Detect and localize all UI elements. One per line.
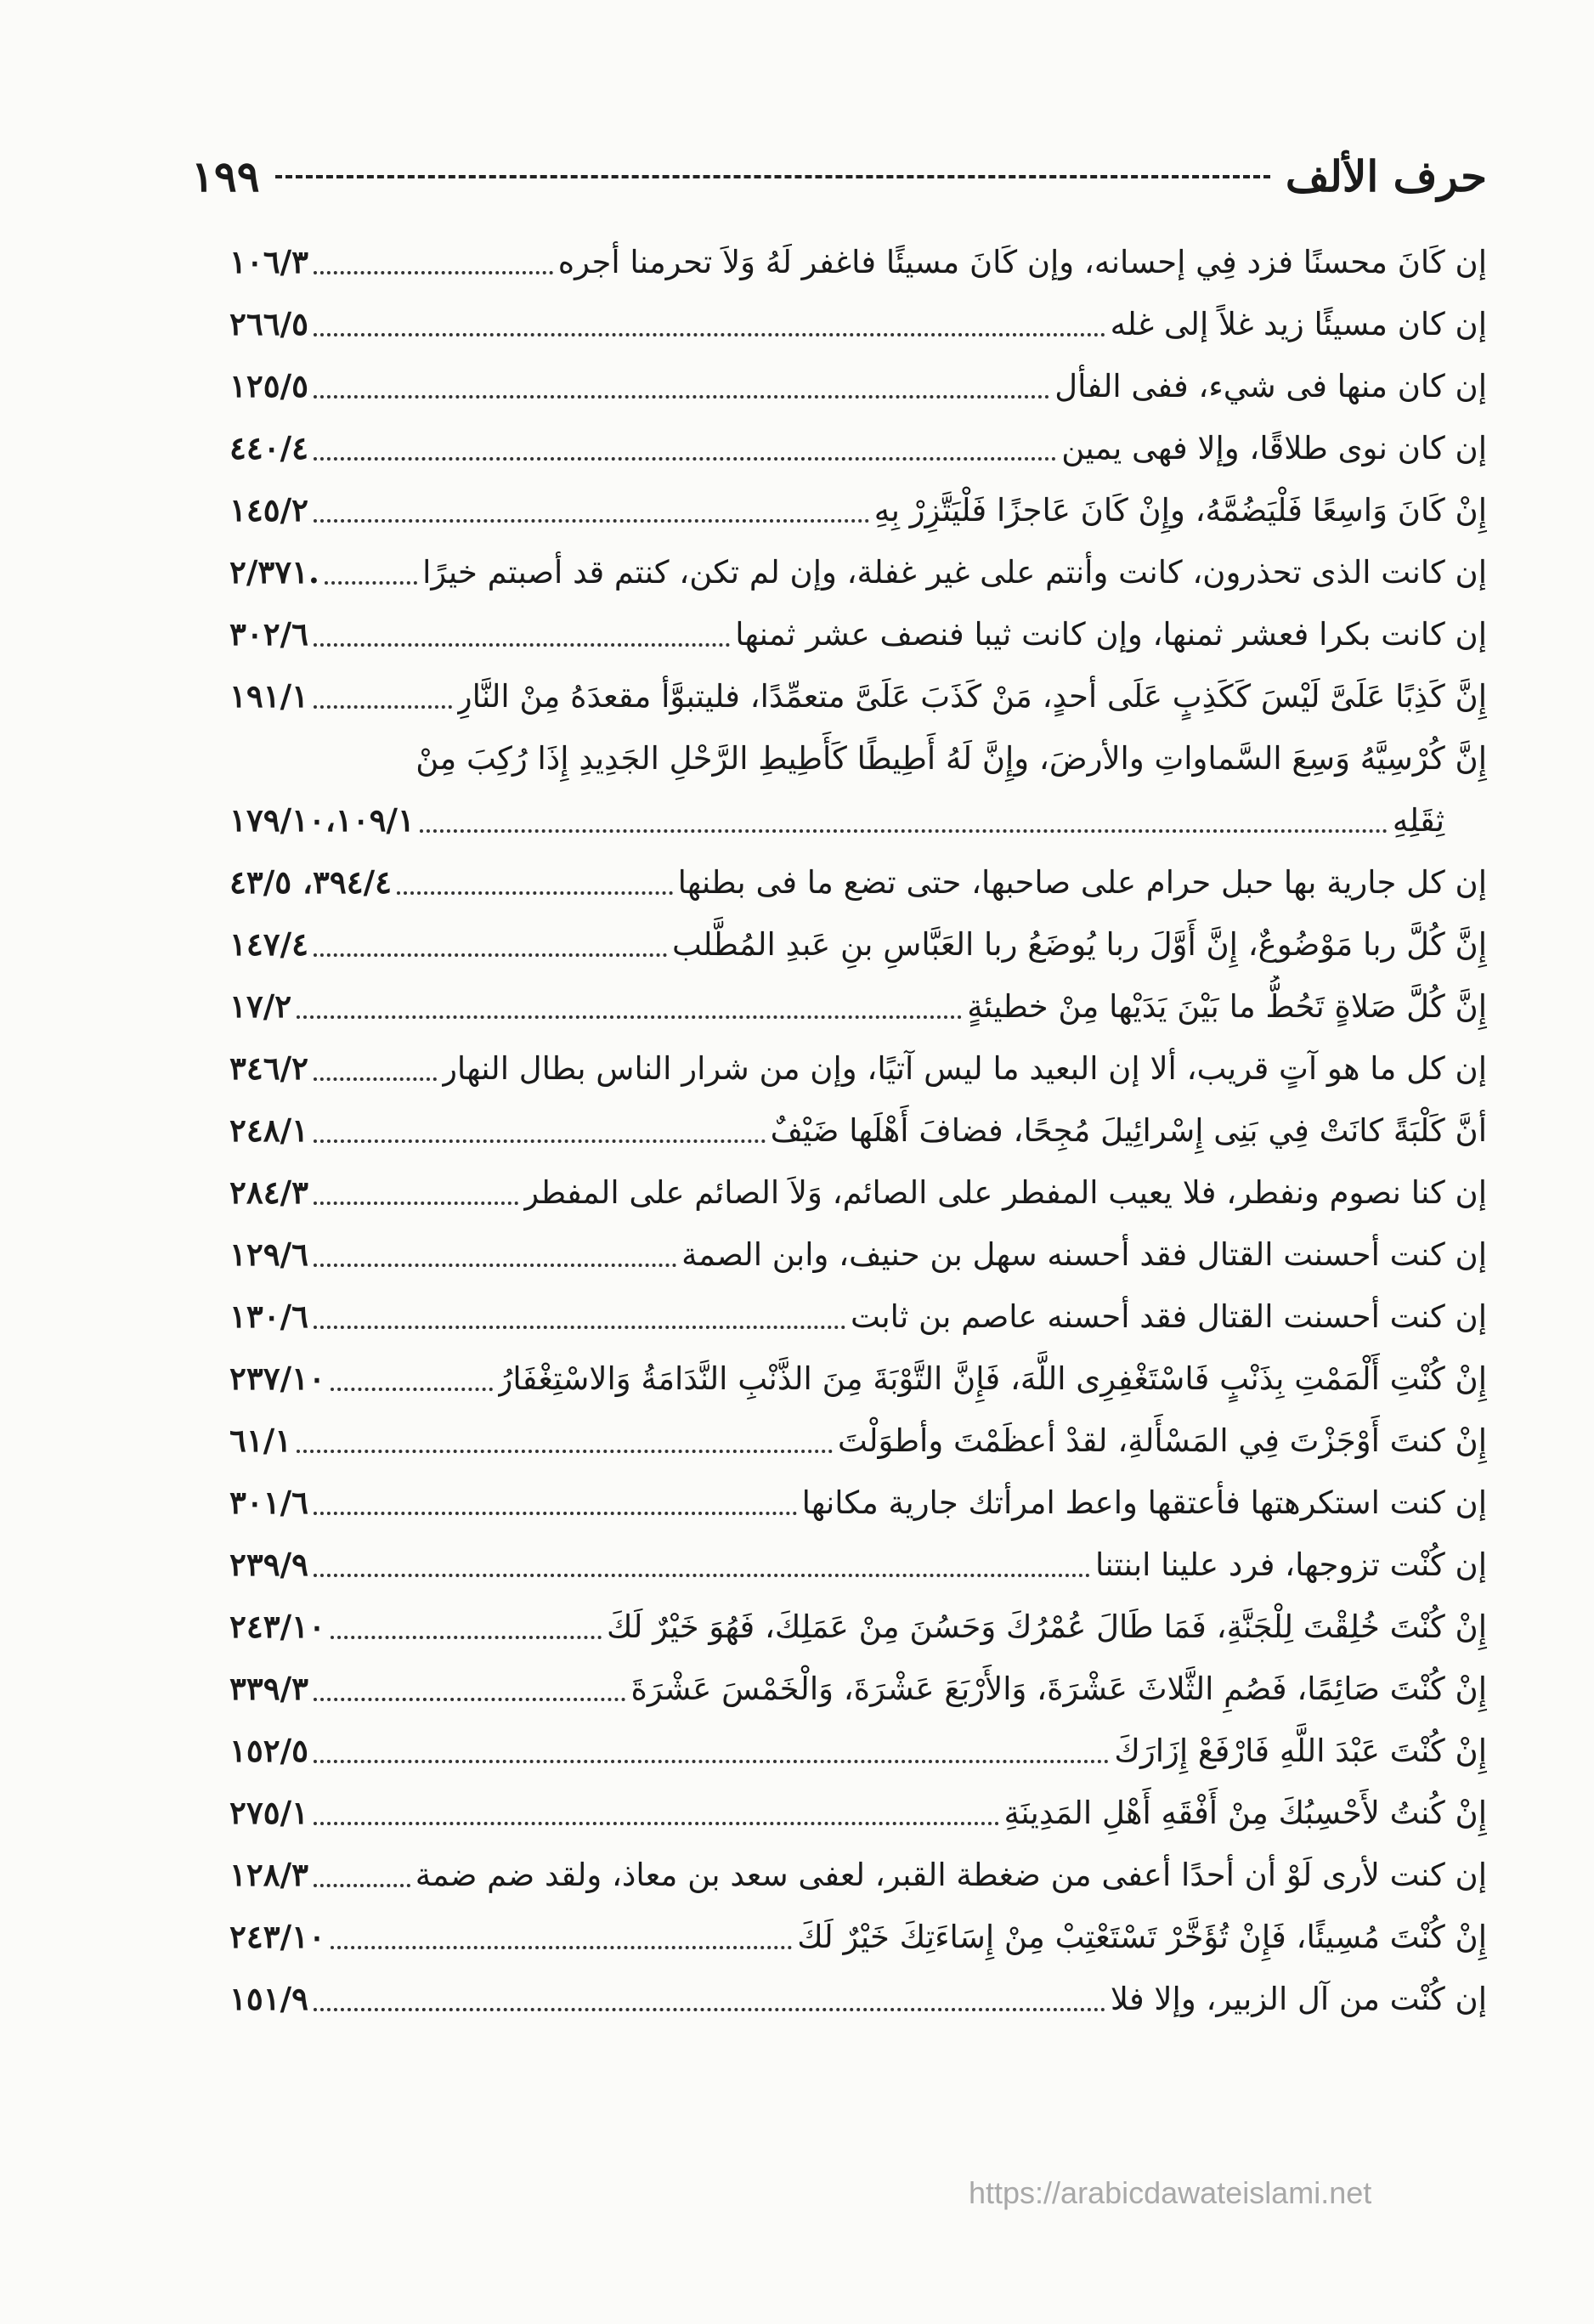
entry-text: إِنْ كُنْتَ صَائِمًا، فَصُمِ الثَّلاثَ عَشْرَةَ، وَالأَرْبَعَ عَشْرَةَ، وَالْخَمْسَ عَشْرَةَ (630, 1671, 1487, 1707)
dot-leader (314, 457, 1056, 461)
entry-reference: ٣٠١/٦ (229, 1484, 309, 1521)
entry-reference: ٢٤٨/١ (229, 1111, 309, 1149)
entry-text: إن كان منها فى شيء، ففى الفأل (1054, 368, 1487, 404)
entry-reference: ٦١/١ (229, 1422, 292, 1459)
entry-text: ثِقَلِهِ (1392, 802, 1444, 839)
entry-reference: ٢٤٣/١٠ (229, 1918, 325, 1955)
index-entry (229, 1162, 1487, 1224)
dot-leader (314, 643, 730, 647)
entry-reference: ١٠٦/٣ (229, 243, 309, 280)
entry-reference: ١٤٥/٢ (229, 491, 309, 529)
entry-reference: ١٤٧/٤ (229, 925, 309, 963)
entry-text: إِنَّ كَذِبًا عَلَىَّ لَيْسَ كَكَذِبٍ عَلَى أحدٍ، مَنْ كَذَبَ عَلَىَّ متعمِّدًا، فليتبوَّأ مقعدَهُ مِنْ النَّارِ (456, 678, 1487, 715)
entry-text: إن كنا نصوم ونفطر، فلا يعيب المفطر على الصائم، وَلاَ الصائم على المفطر (523, 1174, 1487, 1211)
chapter-title: حرف الألف (1285, 151, 1487, 201)
dot-leader (331, 1946, 792, 1949)
entry-text: إِنْ كَانَ وَاسِعًا فَلْيَضُمَّهُ، وإِنْ كَانَ عَاجزًا فَلْيَتَّزِرْ بِهِ (873, 492, 1487, 529)
entry-reference: ٤٤٠/٤ (229, 429, 309, 466)
entry-reference: ١٧/٢ (229, 987, 292, 1025)
entry-reference: ١٢٥/٥ (229, 367, 309, 404)
entry-text: إِنْ كُنْتَ عَبْدَ اللَّهِ فَارْفَعْ إِزَارَكَ (1114, 1733, 1487, 1769)
entry-text: إن كُنْت تزوجها، فرد علينا ابنتنا (1095, 1547, 1487, 1583)
dot-leader (314, 1264, 676, 1267)
dot-leader (297, 1450, 833, 1453)
entry-reference: ٢٨٤/٣ (229, 1173, 309, 1211)
dot-leader (314, 2008, 1105, 2011)
index-entry (229, 1906, 1487, 1968)
dot-leader (314, 1698, 625, 1701)
entry-text: إِنْ كُنْتَ خُلِقْتَ لِلْجَنَّةِ، فَمَا طَالَ عُمْرُكَ وَحَسُنَ مِنْ عَمَلِكَ، فَهُوَ خَيْرٌ لَكَ (606, 1609, 1487, 1645)
index-entry (229, 1658, 1487, 1720)
dot-leader (331, 1388, 493, 1391)
index-entry (229, 1844, 1487, 1906)
dot-leader (314, 1822, 999, 1825)
entry-text: إن كانت بكرا فعشر ثمنها، وإن كانت ثيبا فنصف عشر ثمنها (735, 616, 1487, 653)
dot-leader (325, 581, 417, 585)
entry-text: إن كنت أحسنت القتال فقد أحسنه سهل بن حنيف، وابن الصمة (681, 1236, 1487, 1273)
dot-leader (314, 271, 553, 274)
dot-leader (314, 1077, 437, 1081)
entry-text: إن كانت الذى تحذرون، كانت وأنتم على غير غفلة، وإن لم تكن، كنتم قد أصبتم خيرًا (422, 554, 1487, 591)
index-entry (229, 1410, 1487, 1472)
dot-leader (397, 891, 673, 895)
index-entry (229, 603, 1487, 665)
page-header (191, 144, 1487, 208)
entry-text: إن كل ما هو آتٍ قريب، ألا إن البعيد ما ليس آتيًا، وإن من شرار الناس بطال النهار (442, 1050, 1487, 1087)
entry-reference: ١٥٢/٥ (229, 1732, 309, 1769)
entry-text: إن كنت لأرى لَوْ أن أحدًا أعفى من ضغطة القبر، لعفى سعد بن معاذ، ولقد ضم ضمة (415, 1857, 1487, 1893)
index-entry (229, 975, 1487, 1038)
index-entry (229, 851, 1487, 913)
index-entry (229, 1224, 1487, 1286)
index-entry (229, 541, 1487, 603)
index-entry (229, 1534, 1487, 1596)
page-number: ١٩٩ (191, 151, 260, 201)
entry-reference: ١٧٩/١٠،١٠٩/١ (229, 801, 415, 839)
dot-leader (314, 1326, 845, 1329)
entry-reference: ١٣٠/٦ (229, 1298, 309, 1335)
index-entry (229, 1968, 1487, 2030)
entry-text: إن كان مسيئًا زيد غلاً إلى غله (1110, 306, 1487, 342)
entry-text: إِنَّ كُرْسِيَّهُ وَسِعَ السَّماواتِ والأرضَ، وإِنَّ لَهُ أَطِيطًا كَأَطِيطِ الرَّحْلِ الجَدِيدِ إِذَا رُكِبَ مِنْ (415, 740, 1487, 777)
entry-text: إن كان نوى طلاقًا، وإلا فهى يمين (1061, 430, 1487, 466)
index-entry (229, 727, 1487, 789)
watermark: https://arabicdawateislami.net (969, 2175, 1372, 2210)
dot-leader (314, 1574, 1090, 1577)
entry-text: أنَّ كَلْبَةً كانَتْ فِي بَنِى إِسْرائِيلَ مُجِحًا، فضافَ أَهْلَها ضَيْفٌ (770, 1112, 1487, 1149)
entry-text: إِنْ كُنْتَ مُسِيئًا، فَإِنْ تُؤَخَّرْ تَسْتَعْتِبْ مِنْ إِسَاءَتِكَ خَيْرٌ لَكَ (797, 1919, 1487, 1955)
entry-text: إن كُنْت من آل الزبير، وإلا فلا (1110, 1981, 1487, 2017)
entry-text: إِنَّ كُلَّ ربا مَوْضُوعٌ، إِنَّ أَوَّلَ ربا يُوضَعُ ربا العَبَّاسِ بنِ عَبدِ المُطَّلب (671, 926, 1487, 963)
index-entry (229, 293, 1487, 355)
index-entry (229, 1720, 1487, 1782)
entry-reference: ٢٣٧/١٠ (229, 1360, 325, 1397)
entry-reference: ١٢٨/٣ (229, 1856, 309, 1893)
entry-reference: ٢٤٣/١٠ (229, 1608, 325, 1645)
index-entry (229, 1100, 1487, 1162)
entry-text: إِنْ كُنْتِ أَلْمَمْتِ بِذَنْبٍ فَاسْتَغْفِرِى اللَّهَ، فَإِنَّ التَّوْبَةَ مِنَ الذَّنْبِ النَّدَامَةُ وَالاسْتِغْفَارُ (497, 1360, 1487, 1397)
entry-reference: ١٩١/١ (229, 677, 309, 715)
entry-reference: ١٥١/٩ (229, 1980, 309, 2017)
entry-text: إن كنت أحسنت القتال فقد أحسنه عاصم بن ثابت (851, 1298, 1487, 1335)
index-entry (229, 665, 1487, 727)
entry-reference: ٣٩٤/٤، ٤٣/٥ (229, 863, 392, 901)
index-entry (229, 913, 1487, 975)
dot-leader (297, 1015, 962, 1019)
hadith-index-list (229, 231, 1487, 2030)
entry-text: إِنْ كنتَ أَوْجَزْتَ فِي المَسْأَلةِ، لقدْ أعظَمْتَ وأطوَلْتَ (837, 1422, 1487, 1459)
dot-leader (314, 519, 869, 523)
index-entry (229, 1782, 1487, 1844)
index-entry (229, 789, 1487, 851)
dot-leader (314, 1512, 797, 1515)
index-entry (229, 1348, 1487, 1410)
dot-leader (420, 829, 1388, 833)
dot-leader (314, 333, 1105, 336)
dot-leader (314, 1760, 1109, 1763)
dot-leader (314, 1202, 518, 1205)
entry-reference: ٣٣٩/٣ (229, 1670, 309, 1707)
entry-reference: ٢٦٦/٥ (229, 305, 309, 342)
entry-reference: ٢٧٥/١ (229, 1794, 309, 1831)
index-entry (229, 1038, 1487, 1100)
entry-reference: ٣٠٢/٦ (229, 615, 309, 653)
dot-leader (314, 395, 1049, 399)
entry-text: إن كنت استكرهتها فأعتقها واعط امرأتك جارية مكانها (801, 1484, 1487, 1521)
dot-leader (314, 705, 452, 709)
entry-text: إن كَانَ محسنًا فزد فِي إحسانه، وإن كَانَ مسيئًا فاغفر لَهُ وَلاَ تحرمنا أجره (557, 244, 1487, 280)
dot-leader (314, 1139, 766, 1143)
index-entry (229, 1472, 1487, 1534)
entry-reference: ٣٤٦/٢ (229, 1049, 309, 1087)
dot-leader (314, 1884, 410, 1887)
entry-text: إِنْ كُنتُ لأَحْسِبُكَ مِنْ أَفْقَهِ أَهْلِ المَدِينَةِ (1003, 1795, 1487, 1831)
index-entry (229, 479, 1487, 541)
entry-reference: .٢/٣٧١ (229, 553, 319, 591)
dot-leader (331, 1636, 602, 1639)
dot-leader (314, 953, 667, 957)
index-entry (229, 231, 1487, 293)
entry-text: إِنَّ كُلَّ صَلاةٍ تَحُطُّ ما بَيْنَ يَدَيْها مِنْ خطيئةٍ (967, 988, 1487, 1025)
entry-reference: ١٢٩/٦ (229, 1236, 309, 1273)
index-entry (229, 1596, 1487, 1658)
index-entry (229, 1286, 1487, 1348)
entry-reference: ٢٣٩/٩ (229, 1546, 309, 1583)
index-entry (229, 355, 1487, 417)
index-entry (229, 417, 1487, 479)
header-rule (275, 175, 1270, 178)
entry-text: إن كل جارية بها حبل حرام على صاحبها، حتى تضع ما فى بطنها (677, 864, 1487, 901)
